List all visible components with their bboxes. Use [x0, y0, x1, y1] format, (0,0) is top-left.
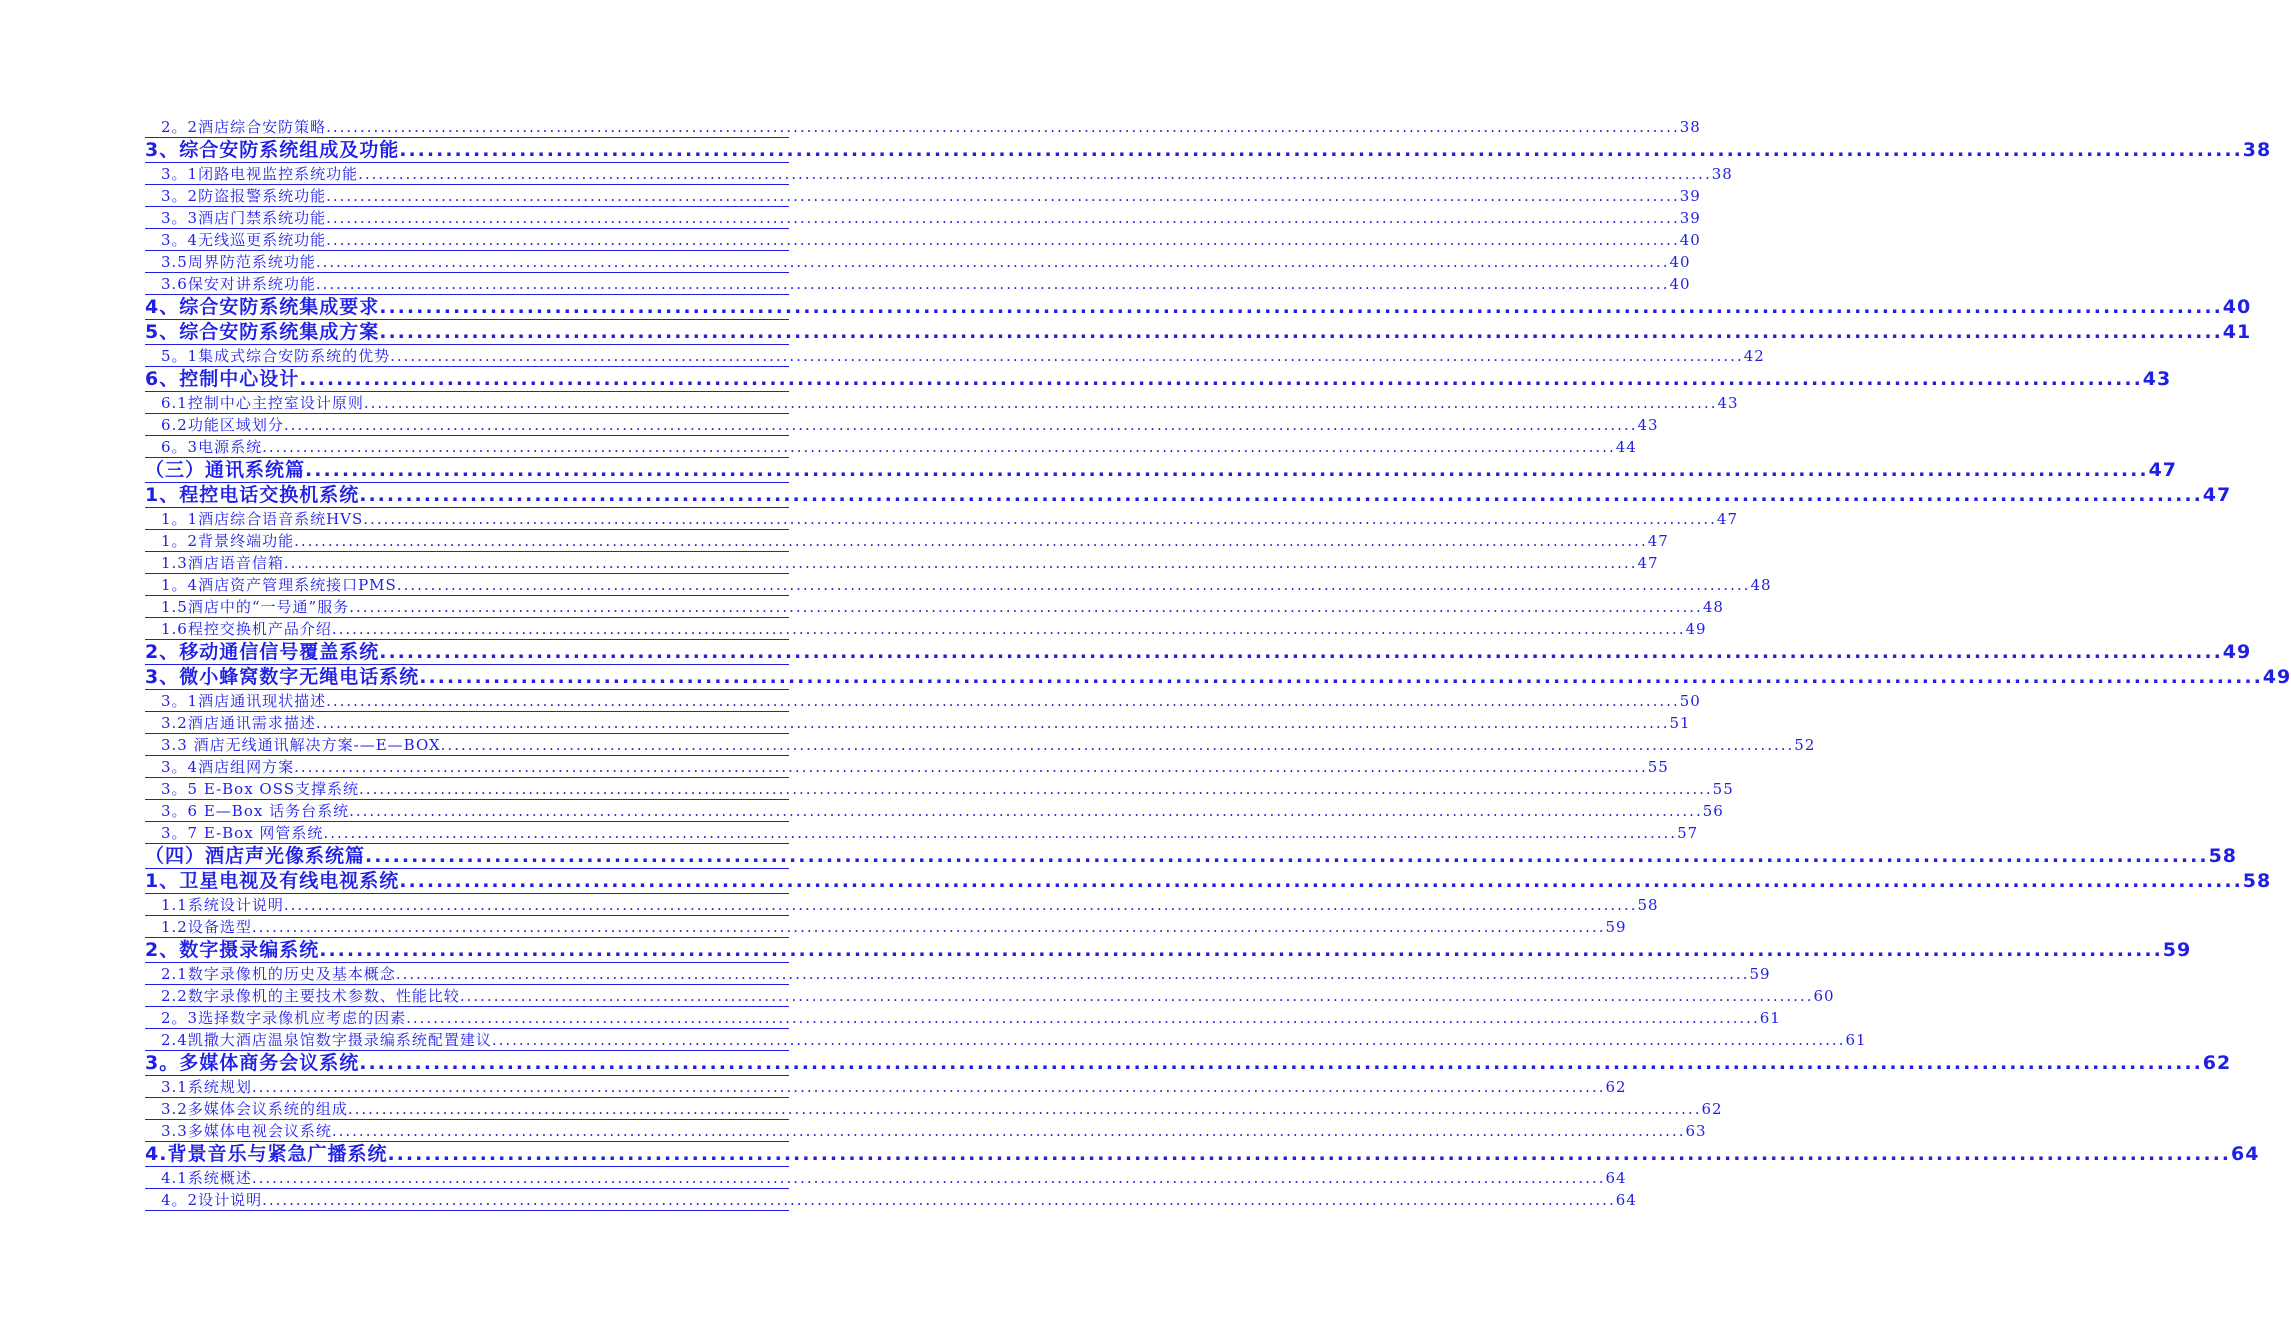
toc-subentry-link[interactable]: [145, 508, 1738, 530]
toc-subentry-link[interactable]: [145, 800, 1724, 822]
toc-page-number: 59: [1749, 965, 1771, 983]
toc-subentry-link[interactable]: [145, 345, 1765, 367]
toc-entry-title: 1。1酒店综合语音系统HVS: [161, 510, 364, 528]
toc-heading-link[interactable]: [145, 138, 2272, 163]
dot-leader: ........................................................................................................................................................................................................: [319, 939, 2163, 961]
dot-leader: ........................................................................................................................................................................................................: [251, 918, 1606, 936]
dot-leader: ........................................................................................................................................................................................................: [262, 438, 1616, 456]
toc-heading-link[interactable]: [145, 844, 2238, 869]
toc-subentry-link[interactable]: [145, 963, 1771, 985]
toc-subentry-link[interactable]: [145, 185, 1701, 207]
toc-entry-title: 3。3酒店门禁系统功能: [161, 209, 327, 227]
toc-page-number: 62: [1605, 1078, 1627, 1096]
toc-page-number: 47: [1647, 532, 1669, 550]
dot-leader: ........................................................................................................................................................................................................: [305, 459, 2149, 481]
toc-entry-title: 3、微小蜂窝数字无绳电话系统: [145, 666, 420, 688]
toc-subentry-link[interactable]: [145, 1120, 1707, 1142]
toc-page-number: 43: [1637, 416, 1659, 434]
toc-subentry-link[interactable]: [145, 734, 1816, 756]
dot-leader: ........................................................................................................................................................................................................: [347, 1100, 1702, 1118]
toc-subentry-link[interactable]: [145, 756, 1669, 778]
toc-page-number: 39: [1679, 209, 1701, 227]
toc-entry-title: 3。1酒店通讯现状描述: [161, 692, 327, 710]
toc-entry-title: 3.6保安对讲系统功能: [161, 275, 316, 293]
toc-entry-title: 3。4酒店组网方案: [161, 758, 295, 776]
toc-page-number: 57: [1677, 824, 1699, 842]
toc-page-number: 47: [1637, 554, 1659, 572]
dot-leader: ........................................................................................................................................................................................................: [349, 598, 1703, 616]
toc-page-number: 42: [1743, 347, 1765, 365]
toc-subentry-link[interactable]: [145, 436, 1637, 458]
toc-page-number: 48: [1702, 598, 1724, 616]
toc-entry-title: 3。5 E-Box OSS支撑系统: [161, 780, 360, 798]
dot-leader: ........................................................................................................................................................................................................: [349, 802, 1703, 820]
toc-page-number: 50: [1679, 692, 1701, 710]
toc-page-number: 47: [2202, 484, 2232, 506]
dot-leader: ........................................................................................................................................................................................................: [395, 965, 1750, 983]
toc-subentry-link[interactable]: [145, 116, 1701, 138]
dot-leader: ........................................................................................................................................................................................................: [459, 987, 1814, 1005]
toc-subentry-link[interactable]: [145, 778, 1734, 800]
dot-leader: ........................................................................................................................................................................................................: [283, 896, 1638, 914]
toc-page-number: 56: [1702, 802, 1724, 820]
toc-subentry-link[interactable]: [145, 1007, 1781, 1029]
dot-leader: ........................................................................................................................................................................................................: [326, 209, 1680, 227]
toc-subentry-link[interactable]: [145, 1167, 1627, 1189]
toc-entry-title: 2、移动通信信号覆盖系统: [145, 641, 380, 663]
toc-entry-title: 4、综合安防系统集成要求: [145, 296, 380, 318]
toc-subentry-link[interactable]: [145, 916, 1627, 938]
toc-subentry-link[interactable]: [145, 251, 1691, 273]
toc-page-number: 39: [1679, 187, 1701, 205]
toc-page-number: 61: [1845, 1031, 1867, 1049]
toc-entry-title: （四）酒店声光像系统篇: [145, 845, 366, 867]
dot-leader: ........................................................................................................................................................................................................: [406, 1009, 1760, 1027]
dot-leader: ........................................................................................................................................................................................................: [379, 641, 2223, 663]
dot-leader: ........................................................................................................................................................................................................: [390, 347, 1744, 365]
dot-leader: ........................................................................................................................................................................................................: [251, 1078, 1606, 1096]
toc-entry-title: （三）通讯系统篇: [145, 459, 306, 481]
toc-entry-title: 3。4无线巡更系统功能: [161, 231, 327, 249]
dot-leader: ........................................................................................................................................................................................................: [358, 165, 1712, 183]
toc-subentry-link[interactable]: [145, 163, 1733, 185]
toc-page-number: 58: [2242, 870, 2272, 892]
toc-page-number: 49: [1685, 620, 1707, 638]
toc-heading-link[interactable]: [145, 665, 2291, 690]
toc-entry-title: 1.1系统设计说明: [161, 896, 284, 914]
toc-heading-link[interactable]: [145, 1051, 2232, 1076]
toc-page-number: 49: [2222, 641, 2252, 663]
dot-leader: ........................................................................................................................................................................................................: [331, 1122, 1686, 1140]
toc-subentry-link[interactable]: [145, 1076, 1627, 1098]
toc-entry-title: 2。3选择数字录像机应考虑的因素: [161, 1009, 407, 1027]
toc-page-number: 40: [2222, 296, 2252, 318]
toc-page-number: 55: [1647, 758, 1669, 776]
toc-subentry-link[interactable]: [145, 1189, 1637, 1211]
dot-leader: ........................................................................................................................................................................................................: [326, 692, 1680, 710]
toc-entry-title: 6。3电源系统: [161, 438, 263, 456]
dot-leader: ........................................................................................................................................................................................................: [326, 231, 1680, 249]
toc-heading-link[interactable]: [145, 295, 2252, 320]
toc-page-number: 38: [1679, 118, 1701, 136]
toc-heading-link[interactable]: [145, 869, 2272, 894]
toc-entry-title: 1。4酒店资产管理系统接口PMS: [161, 576, 397, 594]
toc-entry-title: 6.2功能区域划分: [161, 416, 284, 434]
dot-leader: ........................................................................................................................................................................................................: [387, 1143, 2232, 1165]
toc-heading-link[interactable]: [145, 1142, 2260, 1167]
toc-entry-title: 2、数字摄录编系统: [145, 939, 320, 961]
toc-entry-title: 3.1系统规划: [161, 1078, 252, 1096]
toc-page-number: 55: [1712, 780, 1734, 798]
toc-entry-title: 1。2背景终端功能: [161, 532, 295, 550]
toc-entry-title: 1.3酒店语音信箱: [161, 554, 284, 572]
toc-page-number: 38: [2242, 139, 2272, 161]
toc-entry-title: 3、综合安防系统组成及功能: [145, 139, 400, 161]
dot-leader: ........................................................................................................................................................................................................: [326, 187, 1680, 205]
toc-page-number: 44: [1615, 438, 1637, 456]
toc-page-number: 48: [1750, 576, 1772, 594]
toc-subentry-link[interactable]: [145, 552, 1659, 574]
toc-page-number: 49: [2262, 666, 2291, 688]
toc-entry-title: 5。1集成式综合安防系统的优势: [161, 347, 391, 365]
dot-leader: ........................................................................................................................................................................................................: [283, 554, 1638, 572]
dot-leader: ........................................................................................................................................................................................................: [440, 736, 1795, 754]
toc-entry-title: 3.3多媒体电视会议系统: [161, 1122, 332, 1140]
toc-entry-title: 3。6 E—Box 话务台系统: [161, 802, 350, 820]
toc-page-number: 52: [1794, 736, 1816, 754]
table-of-contents: [145, 116, 2291, 1211]
dot-leader: ........................................................................................................................................................................................................: [399, 139, 2243, 161]
toc-subentry-link[interactable]: [145, 273, 1691, 295]
toc-page-number: 58: [2208, 845, 2238, 867]
toc-page-number: 64: [1605, 1169, 1627, 1187]
toc-entry-title: 1.5酒店中的“一号通”服务: [161, 598, 350, 616]
toc-entry-title: 3。多媒体商务会议系统: [145, 1052, 360, 1074]
dot-leader: ........................................................................................................................................................................................................: [294, 758, 1648, 776]
toc-subentry-link[interactable]: [145, 596, 1724, 618]
toc-page-number: 40: [1679, 231, 1701, 249]
dot-leader: ........................................................................................................................................................................................................: [251, 1169, 1606, 1187]
dot-leader: ........................................................................................................................................................................................................: [262, 1191, 1616, 1209]
toc-page-number: 62: [2202, 1052, 2232, 1074]
dot-leader: ........................................................................................................................................................................................................: [396, 576, 1751, 594]
toc-subentry-link[interactable]: [145, 1029, 1867, 1051]
toc-heading-link[interactable]: [145, 640, 2252, 665]
toc-entry-title: 4.1系统概述: [161, 1169, 252, 1187]
toc-subentry-link[interactable]: [145, 712, 1691, 734]
toc-entry-title: 2.1数字录像机的历史及基本概念: [161, 965, 396, 983]
toc-subentry-link[interactable]: [145, 690, 1701, 712]
toc-subentry-link[interactable]: [145, 414, 1659, 436]
toc-page-number: 58: [1637, 896, 1659, 914]
toc-entry-title: 3.2酒店通讯需求描述: [161, 714, 316, 732]
toc-entry-title: 3。1闭路电视监控系统功能: [161, 165, 359, 183]
toc-entry-title: 5、综合安防系统集成方案: [145, 321, 380, 343]
toc-page-number: 47: [1716, 510, 1738, 528]
dot-leader: ........................................................................................................................................................................................................: [359, 1052, 2203, 1074]
toc-entry-title: 1、程控电话交换机系统: [145, 484, 360, 506]
dot-leader: ........................................................................................................................................................................................................: [315, 275, 1670, 293]
toc-entry-title: 3.3 酒店无线通讯解决方案-—E—BOX: [161, 736, 441, 754]
dot-leader: ........................................................................................................................................................................................................: [379, 321, 2223, 343]
toc-entry-title: 2。2酒店综合安防策略: [161, 118, 327, 136]
toc-page-number: 63: [1685, 1122, 1707, 1140]
toc-entry-title: 3。2防盗报警系统功能: [161, 187, 327, 205]
toc-subentry-link[interactable]: [145, 618, 1707, 640]
toc-entry-title: 2.2数字录像机的主要技术参数、性能比较: [161, 987, 460, 1005]
dot-leader: ........................................................................................................................................................................................................: [326, 118, 1680, 136]
toc-subentry-link[interactable]: [145, 822, 1699, 844]
toc-page-number: 43: [1717, 394, 1739, 412]
toc-subentry-link[interactable]: [145, 530, 1669, 552]
toc-heading-link[interactable]: [145, 483, 2232, 508]
toc-entry-title: 6.1控制中心主控室设计原则: [161, 394, 364, 412]
toc-page-number: 64: [1615, 1191, 1637, 1209]
toc-subentry-link[interactable]: [145, 1098, 1723, 1120]
toc-entry-title: 1.2设备选型: [161, 918, 252, 936]
dot-leader: ........................................................................................................................................................................................................: [359, 484, 2203, 506]
dot-leader: ........................................................................................................................................................................................................: [365, 845, 2209, 867]
dot-leader: ........................................................................................................................................................................................................: [359, 780, 1713, 798]
toc-heading-link[interactable]: [145, 458, 2178, 483]
toc-entry-title: 4。2设计说明: [161, 1191, 263, 1209]
toc-page-number: 64: [2231, 1143, 2260, 1165]
dot-leader: ........................................................................................................................................................................................................: [331, 620, 1686, 638]
dot-leader: ........................................................................................................................................................................................................: [315, 253, 1670, 271]
toc-entry-title: 3.5周界防范系统功能: [161, 253, 316, 271]
dot-leader: ........................................................................................................................................................................................................: [379, 296, 2223, 318]
toc-page-number: 47: [2148, 459, 2178, 481]
toc-subentry-link[interactable]: [145, 392, 1739, 414]
toc-subentry-link[interactable]: [145, 229, 1701, 251]
toc-heading-link[interactable]: [145, 938, 2192, 963]
toc-page-number: 61: [1759, 1009, 1781, 1027]
toc-page-number: 40: [1669, 253, 1691, 271]
dot-leader: ........................................................................................................................................................................................................: [399, 870, 2243, 892]
toc-entry-title: 4.背景音乐与紧急广播系统: [145, 1143, 388, 1165]
dot-leader: ........................................................................................................................................................................................................: [294, 532, 1648, 550]
toc-page-number: 59: [2162, 939, 2192, 961]
toc-page-number: 60: [1813, 987, 1835, 1005]
dot-leader: ........................................................................................................................................................................................................: [491, 1031, 1846, 1049]
toc-page-number: 41: [2222, 321, 2252, 343]
dot-leader: ........................................................................................................................................................................................................: [323, 824, 1678, 842]
toc-entry-title: 2.4凯撒大酒店温泉馆数字摄录编系统配置建议: [161, 1031, 492, 1049]
toc-subentry-link[interactable]: [145, 894, 1659, 916]
toc-heading-link[interactable]: [145, 320, 2252, 345]
dot-leader: ........................................................................................................................................................................................................: [363, 394, 1718, 412]
dot-leader: ........................................................................................................................................................................................................: [363, 510, 1717, 528]
toc-subentry-link[interactable]: [145, 207, 1701, 229]
toc-page-number: 38: [1711, 165, 1733, 183]
toc-page-number: 40: [1669, 275, 1691, 293]
toc-page-number: 62: [1701, 1100, 1723, 1118]
toc-page-number: 51: [1669, 714, 1691, 732]
toc-page-number: 43: [2142, 368, 2172, 390]
dot-leader: ........................................................................................................................................................................................................: [419, 666, 2263, 688]
toc-page-number: 59: [1605, 918, 1627, 936]
dot-leader: ........................................................................................................................................................................................................: [299, 368, 2143, 390]
toc-entry-title: 1.6程控交换机产品介绍: [161, 620, 332, 638]
toc-entry-title: 6、控制中心设计: [145, 368, 300, 390]
toc-entry-title: 3.2多媒体会议系统的组成: [161, 1100, 348, 1118]
dot-leader: ........................................................................................................................................................................................................: [315, 714, 1670, 732]
toc-entry-title: 3。7 E-Box 网管系统: [161, 824, 324, 842]
toc-heading-link[interactable]: [145, 367, 2172, 392]
toc-subentry-link[interactable]: [145, 985, 1835, 1007]
toc-entry-title: 1、卫星电视及有线电视系统: [145, 870, 400, 892]
dot-leader: ........................................................................................................................................................................................................: [283, 416, 1638, 434]
toc-subentry-link[interactable]: [145, 574, 1772, 596]
